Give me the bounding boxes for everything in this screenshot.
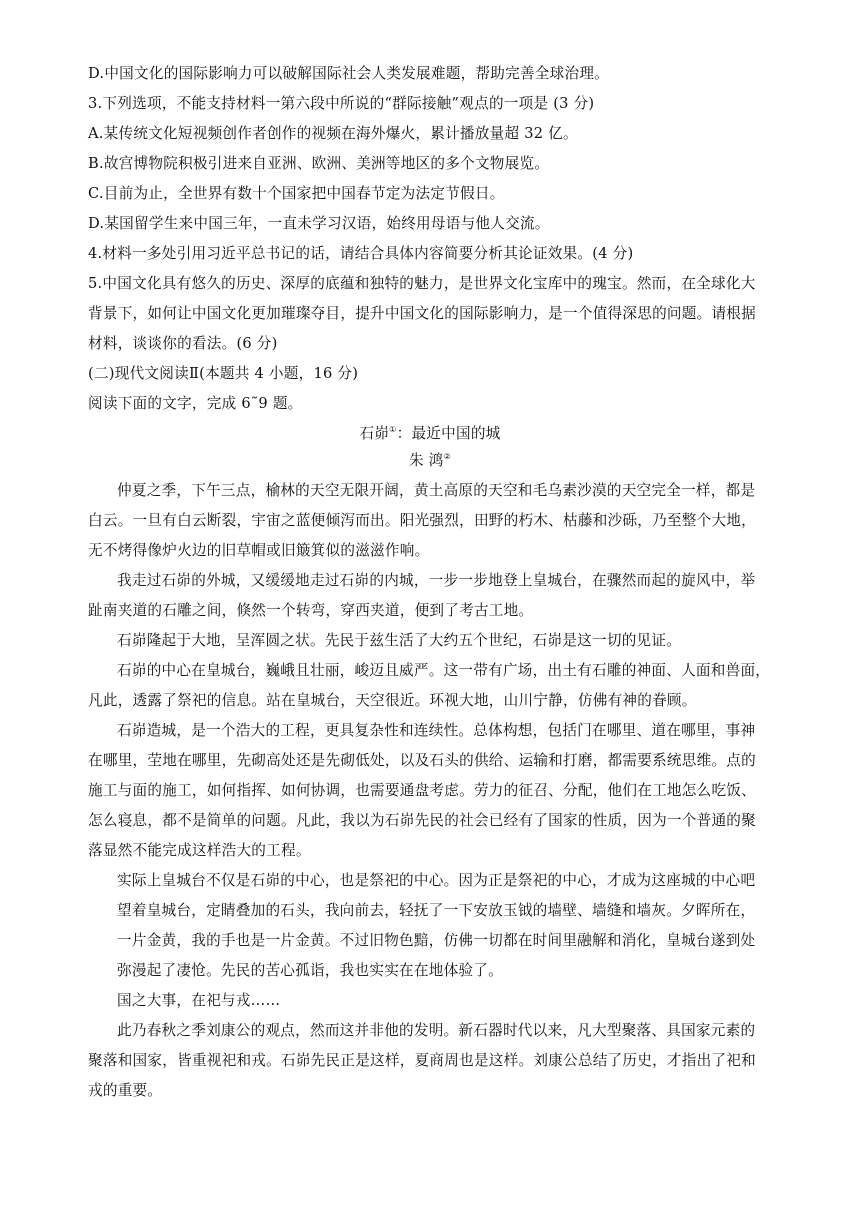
q3-option-d: D.某国留学生来中国三年，一直未学习汉语，始终用母语与他人交流。 [88, 215, 550, 232]
footnote-marker: ① [389, 425, 397, 434]
paragraph-line: 弥漫起了凄怆。先民的苦心孤诣，我也实实在在地体验了。 [117, 962, 503, 979]
paragraph-line: 落显然不能完成这样浩大的工程。 [88, 842, 311, 859]
paragraph-line: 石峁隆起于大地，呈浑圆之状。先民于兹生活了大约五个世纪，石峁是这一切的见证。 [117, 632, 682, 649]
paragraph-line: 在哪里，茔地在哪里，先砌高处还是先砌低处，以及石头的供给、运输和打磨，都需要系统思维。点的 [88, 752, 756, 769]
paragraph-line: 实际上皇城台不仅是石峁的中心，也是祭祀的中心。因为正是祭祀的中心，才成为这座城的中心吧 [117, 872, 756, 889]
q2-option-d: D.中国文化的国际影响力可以破解国际社会人类发展难题，帮助完善全球治理。 [88, 65, 610, 82]
paragraph-line: 我走过石峁的外城，又缓缓地走过石峁的内城，一步一步地登上皇城台，在骤然而起的旋风中，举 [117, 572, 756, 589]
footnote-marker: ② [443, 452, 451, 461]
q3-stem: 3.下列选项，不能支持材料一第六段中所说的“群际接触”观点的一项是 (3 分) [88, 95, 595, 112]
paragraph-line: 此乃春秋之季刘康公的观点，然而这并非他的发明。新石器时代以来，凡大型聚落、具国家元素的 [117, 1022, 756, 1039]
paragraph-line: 聚落和国家，皆重视祀和戎。石峁先民正是这样，夏商周也是这样。刘康公总结了历史，才指出了祀和 [88, 1052, 756, 1069]
paragraph-line: 国之大事，在祀与戎…… [117, 992, 281, 1009]
q4-stem: 4.材料一多处引用习近平总书记的话，请结合具体内容简要分析其论证效果。(4 分) [88, 245, 634, 262]
paragraph-line: 凡此，透露了祭祀的信息。站在皇城台，天空很近。环视大地，山川宁静，仿佛有神的眷顾。 [88, 692, 697, 709]
paragraph-line: 施工与面的施工，如何指挥、如何协调，也需要通盘考虑。劳力的征召、分配，他们在工地怎么吃饭、 [88, 782, 756, 799]
paragraph-line: 一片金黄，我的手也是一片金黄。不过旧物色黯，仿佛一切都在时间里融解和消化，皇城台遂到处 [117, 932, 756, 949]
reading-instruction: 阅读下面的文字，完成 6˜9 题。 [88, 395, 303, 412]
q3-option-c: C.目前为止，全世界有数十个国家把中国春节定为法定节假日。 [88, 185, 505, 202]
paragraph-line: 戎的重要。 [88, 1082, 163, 1099]
section-heading: (二)现代文阅读Ⅱ(本题共 4 小题，16 分) [88, 365, 359, 382]
q5-line: 材料，谈谈你的看法。(6 分) [88, 335, 278, 352]
q3-option-a: A.某传统文化短视频创作者创作的视频在海外爆火，累计播放量超 32 亿。 [88, 125, 578, 142]
paragraph-line: 无不烤得像炉火边的旧草帽或旧簸箕似的滋滋作响。 [88, 542, 430, 559]
paragraph-line: 石峁的中心在皇城台，巍峨且壮丽，峻迈且威严。这一带有广场，出土有石雕的神面、人面和兽面， [117, 662, 771, 679]
paragraph-line: 仲夏之季，下午三点，榆林的天空无限开阔，黄土高原的天空和毛乌素沙漠的天空完全一样，都是 [117, 482, 756, 499]
paragraph-line: 趾南夹道的石雕之间，倏然一个转弯，穿西夹道，便到了考古工地。 [88, 602, 534, 619]
article-title: 石峁①：最近中国的城 [359, 425, 501, 442]
paragraph-line: 白云。一旦有白云断裂，宇宙之蓝便倾泻而出。阳光强烈，田野的朽木、枯藤和沙砾，乃至整个大地， [88, 512, 756, 529]
q5-line: 5.中国文化具有悠久的历史、深厚的底蕴和独特的魅力，是世界文化宝库中的瑰宝。然而，在全球化大 [88, 275, 756, 292]
paragraph-line: 石峁造城，是一个浩大的工程，更具复杂性和连续性。总体构想，包括门在哪里、道在哪里，事神 [117, 722, 756, 739]
q5-line: 背景下，如何让中国文化更加璀璨夺目，提升中国文化的国际影响力，是一个值得深思的问题。请根据 [88, 305, 756, 322]
article-author: 朱 鸿② [409, 452, 451, 469]
paragraph-line: 望着皇城台，定睛叠加的石头，我向前去，轻抚了一下安放玉钺的墙壁、墙缝和墙灰。夕晖所在， [117, 902, 756, 919]
q3-option-b: B.故宫博物院积极引进来自亚洲、欧洲、美洲等地区的多个文物展览。 [88, 155, 550, 172]
paragraph-line: 怎么寝息，都不是简单的问题。凡此，我以为石峁先民的社会已经有了国家的性质，因为一个普通的聚 [88, 812, 756, 829]
